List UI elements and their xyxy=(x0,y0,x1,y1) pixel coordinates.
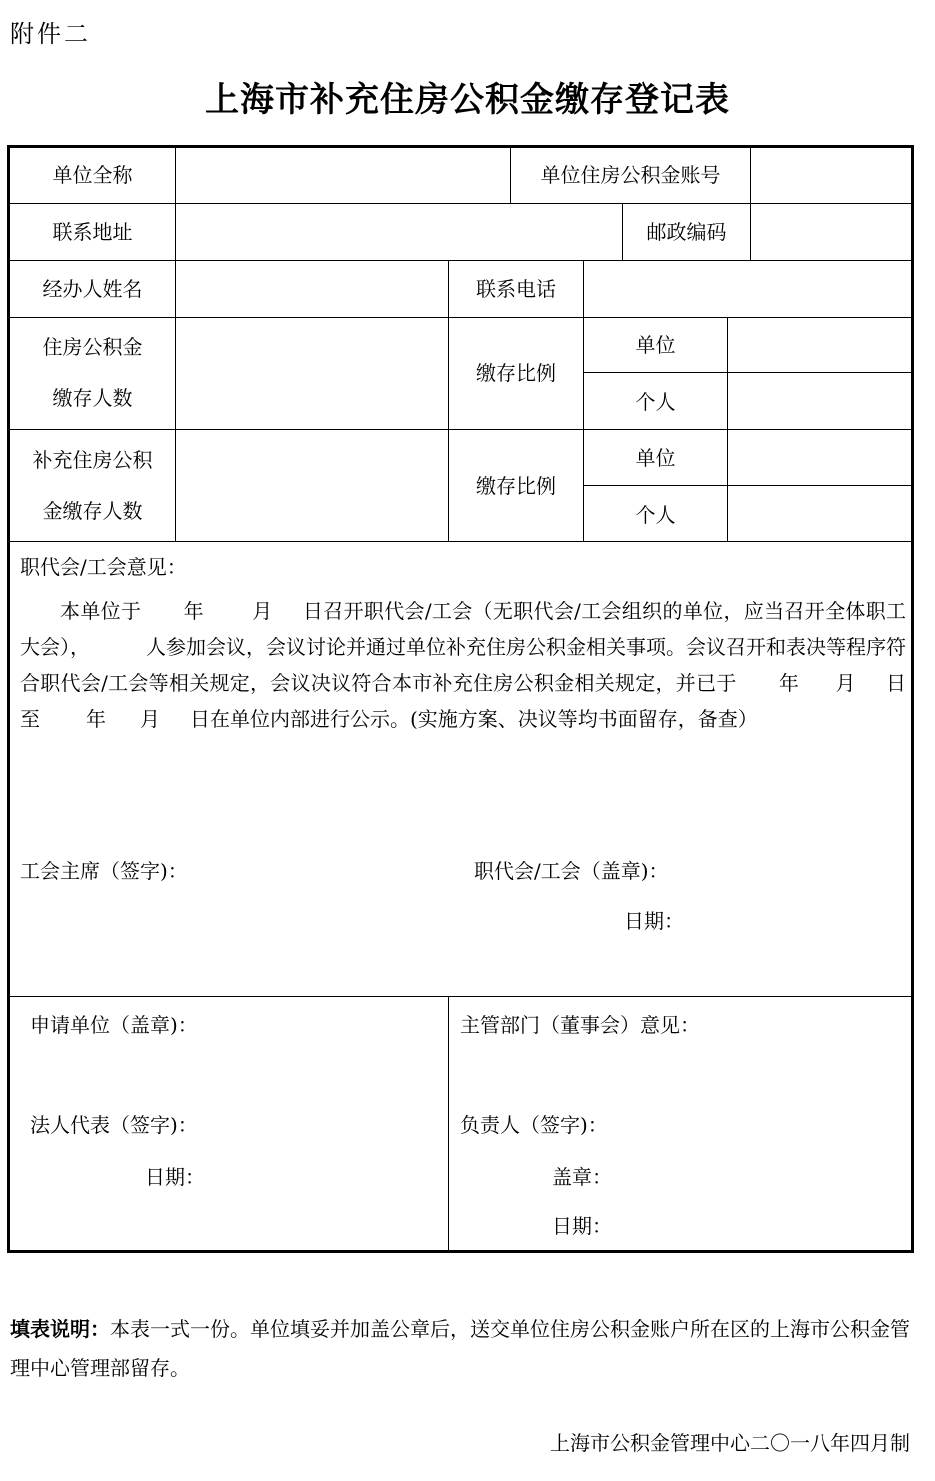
authority-opinion-label: 主管部门（董事会）意见： xyxy=(460,1013,700,1037)
unit-name-label: 单位全称 xyxy=(52,163,133,187)
account-no-label: 单位住房公积金账号 xyxy=(540,163,721,187)
supp-ratio-label: 缴存比例 xyxy=(476,474,556,498)
phone-label: 联系电话 xyxy=(476,277,556,301)
col-divider xyxy=(175,148,176,541)
filling-instructions-text: 本表一式一份。单位填妥并加盖公章后，送交单位住房公积金账户所在区的上海市公积金管理中心管理部留存。 xyxy=(10,1317,910,1380)
applicant-seal-label: 申请单位（盖章)： xyxy=(30,1013,198,1037)
row-divider xyxy=(10,996,911,997)
supp-count-label-line1: 补充住房公积 xyxy=(32,448,153,472)
hpf-count-label-line1: 住房公积金 xyxy=(42,335,143,359)
union-opinion-paragraph: 本单位于 年 月 日召开职代会/工会（无职代会/工会组织的单位，应当召开全体职工大会）， 人参加会议，会议讨论并通过单位补充住房公积金相关事项。会议召开和表决等程序符合职代会/工会等相关规定，会议决议符合本市补充住房公积金相关规定，并已于 年 月 日至 年 月 日在单位内部进行公示。(实施方案、决议等均书面留存，备查） xyxy=(20,599,907,731)
col-divider xyxy=(448,996,449,1250)
row-divider xyxy=(583,485,911,486)
legal-rep-signature-label: 法人代表（签字)： xyxy=(30,1113,198,1137)
supp-unit-label: 单位 xyxy=(635,446,676,470)
authority-date-label: 日期： xyxy=(552,1214,612,1238)
authority-seal-label: 盖章： xyxy=(552,1165,612,1189)
address-label: 联系地址 xyxy=(52,220,133,244)
col-divider xyxy=(750,148,751,260)
union-chair-signature-label: 工会主席（签字)： xyxy=(20,859,188,883)
union-seal-label: 职代会/工会（盖章)： xyxy=(474,859,669,883)
filling-instructions xyxy=(10,1310,915,1388)
supp-count-label-line2: 金缴存人数 xyxy=(42,499,143,523)
union-opinion-heading: 职代会/工会意见： xyxy=(20,555,187,579)
filling-instructions-label: 填表说明： xyxy=(10,1317,110,1341)
page-title: 上海市补充住房公积金缴存登记表 xyxy=(205,80,730,120)
hpf-count-label-line2: 缴存人数 xyxy=(52,386,133,410)
col-divider xyxy=(727,317,728,541)
row-divider xyxy=(10,260,911,261)
hpf-ratio-label: 缴存比例 xyxy=(476,361,556,385)
issuer-footer: 上海市公积金管理中心二〇一八年四月制 xyxy=(550,1431,910,1455)
applicant-date-label: 日期： xyxy=(145,1165,205,1189)
union-date-label: 日期： xyxy=(624,909,684,933)
attachment-label: 附件二 xyxy=(10,20,91,48)
responsible-signature-label: 负责人（签字)： xyxy=(460,1113,608,1137)
col-divider xyxy=(448,260,449,541)
handler-label: 经办人姓名 xyxy=(42,277,143,301)
supp-personal-label: 个人 xyxy=(635,503,676,527)
row-divider xyxy=(10,429,911,430)
hpf-unit-label: 单位 xyxy=(635,333,676,357)
row-divider xyxy=(10,317,911,318)
postcode-label: 邮政编码 xyxy=(646,220,727,244)
hpf-personal-label: 个人 xyxy=(635,390,676,414)
row-divider xyxy=(10,203,911,204)
row-divider xyxy=(583,372,911,373)
row-divider xyxy=(10,541,911,542)
